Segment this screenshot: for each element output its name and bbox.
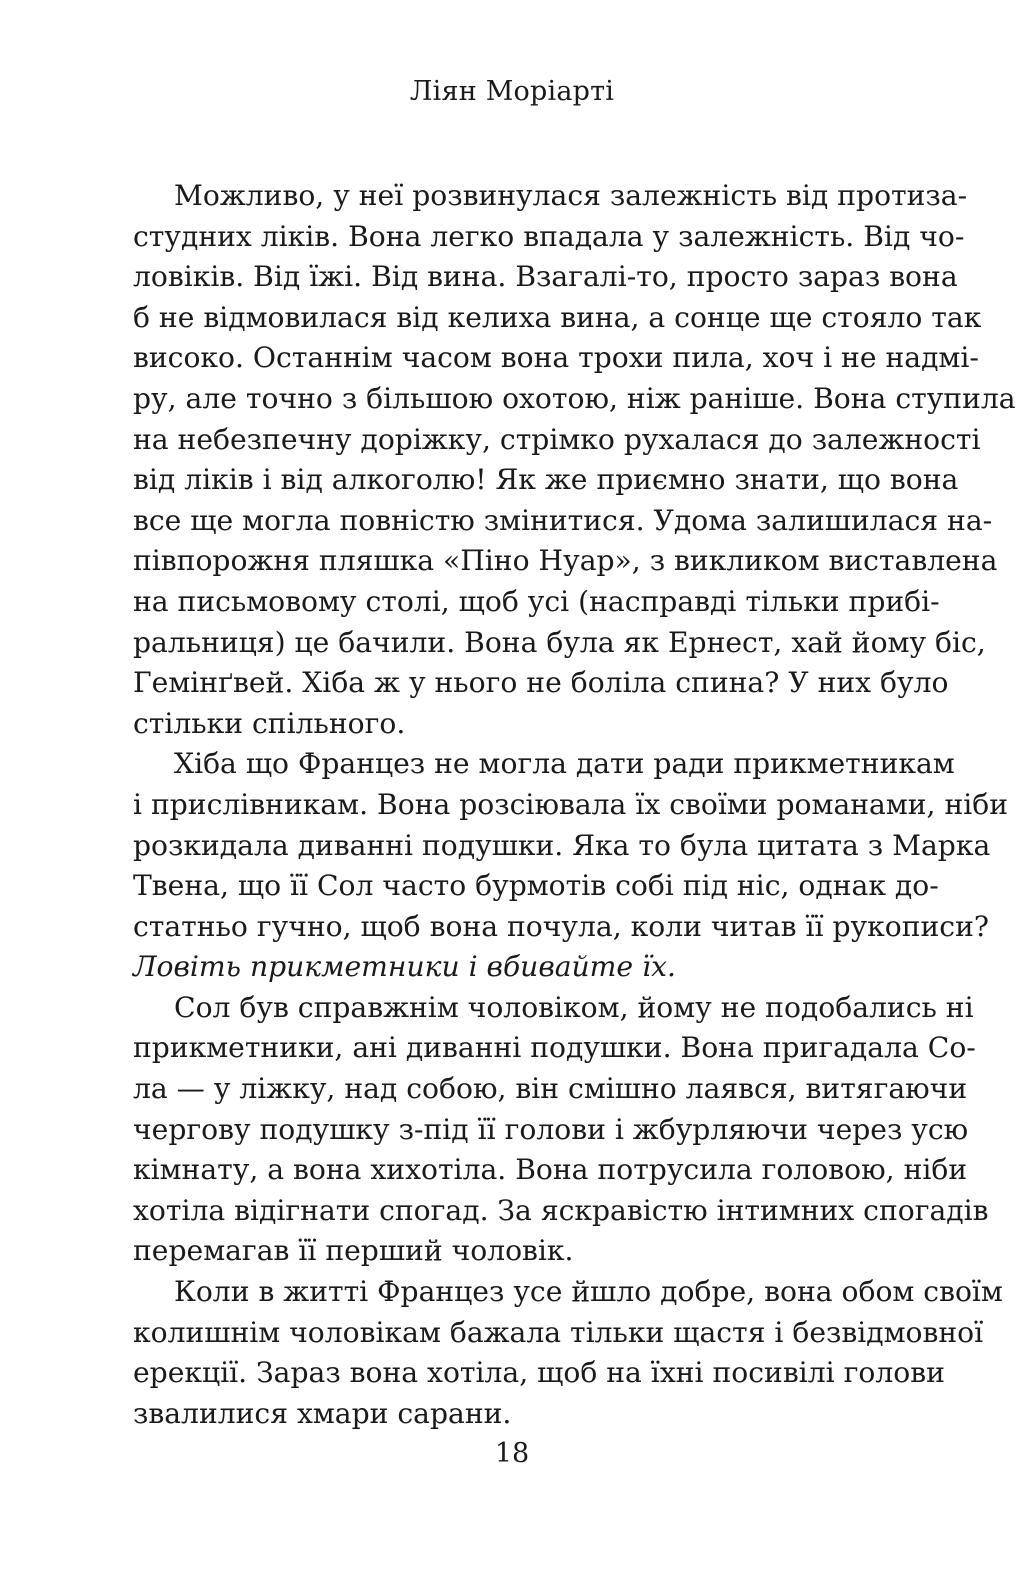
paragraph: [133, 1272, 1003, 1434]
text-line: статньо гучно, щоб вона почула, коли читав її рукописи?: [133, 909, 989, 943]
text-line: б не відмовилася від келиха вина, а сонце ще стояло так: [133, 300, 982, 334]
text-line: ральниця) це бачили. Вона була як Ернест, хай йому біс,: [133, 625, 986, 659]
paragraph: [133, 988, 989, 1272]
text-line: стільки спільного.: [133, 706, 406, 740]
text-line: звалилися хмари сарани.: [133, 1396, 512, 1430]
text-line: ла — у ліжку, над собою, він смішно лаявся, витягаючи: [133, 1072, 968, 1106]
text-line: і прислівникам. Вона розсіювала їх своїми романами, ніби: [133, 787, 1009, 821]
paragraph: [133, 744, 1009, 988]
italic-quote-line: Ловіть прикметники і вбивайте їх.: [133, 950, 676, 984]
text-line: від ліків і від алкоголю! Як же приємно знати, що вона: [133, 463, 959, 497]
text-line: на небезпечну доріжку, стрімко рухалася до залежності: [133, 422, 981, 456]
text-line: прикметники, ані диванні подушки. Вона пригадала Со-: [133, 1031, 976, 1065]
text-line: колишнім чоловікам бажала тільки щастя і безвідмовної: [133, 1315, 984, 1349]
page-number: 18: [494, 1438, 530, 1469]
paragraph: [133, 176, 1016, 744]
running-header: Ліян Моріарті: [409, 76, 615, 107]
text-line: Хіба що Францез не могла дати ради прикметникам: [174, 747, 955, 781]
text-line: Твена, що її Сол часто бурмотів собі під ніс, однак до-: [133, 869, 939, 903]
text-line: студних ліків. Вона легко впадала у залежність. Від чо-: [133, 219, 965, 253]
text-line: півпорожня пляшка «Піно Нуар», з викликом виставлена: [133, 544, 998, 578]
text-line: Гемінґвей. Хіба ж у нього не боліла спина? У них було: [133, 666, 949, 700]
text-line: Коли в житті Францез усе йшло добре, вона обом своїм: [174, 1275, 1003, 1309]
text-line: розкидала диванні подушки. Яка то була цитата з Марка: [133, 828, 991, 862]
text-line: перемагав її перший чоловік.: [133, 1234, 574, 1268]
text-line: ерекції. Зараз вона хотіла, щоб на їхні посивілі голови: [133, 1356, 945, 1390]
text-line: ловіків. Від їжі. Від вина. Взагалі-то, просто зараз вона: [133, 260, 958, 294]
text-line: кімнату, а вона хихотіла. Вона потрусила головою, ніби: [133, 1153, 968, 1187]
text-line: все ще могла повністю змінитися. Удома залишилася на-: [133, 503, 993, 537]
text-line: чергову подушку з-під її голови і жбурляючи через усю: [133, 1112, 969, 1146]
text-line: хотіла відігнати спогад. За яскравістю інтимних спогадів: [133, 1193, 989, 1227]
text-line: ру, але точно з більшою охотою, ніж раніше. Вона ступила: [133, 381, 1016, 415]
text-line: Можливо, у неї розвинулася залежність від протиза-: [174, 179, 968, 212]
text-line: високо. Останнім часом вона трохи пила, хоч і не надмі-: [133, 341, 979, 375]
text-line: Сол був справжнім чоловіком, йому не подобались ні: [174, 990, 974, 1024]
text-line: на письмовому столі, щоб усі (насправді тільки прибі-: [133, 584, 940, 618]
body-text: [133, 176, 1016, 1434]
